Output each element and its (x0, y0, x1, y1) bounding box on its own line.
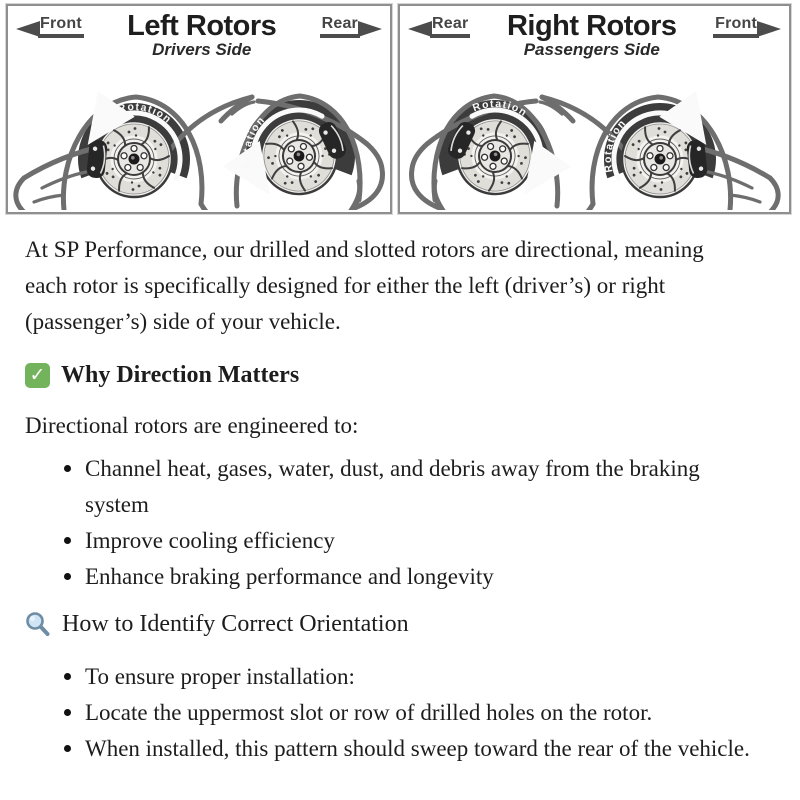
arrow-left-icon (16, 21, 40, 37)
front-direction-label (713, 15, 781, 38)
rear-direction-label (320, 15, 382, 38)
panel-subtitle: Drivers Side (152, 40, 252, 59)
arrow-tail-bar (38, 34, 84, 38)
car-illustration-left (6, 48, 392, 210)
rotation-label-front-wheel: Rotation (601, 116, 629, 174)
how-to-identify-heading (25, 606, 760, 642)
left-rotors-panel (6, 4, 392, 214)
list-item: Improve cooling efficiency (62, 523, 760, 559)
rotation-label-rear-wheel: Rotation (470, 97, 530, 120)
why-bullet-list (25, 451, 760, 595)
arrow-tail-bar (430, 34, 470, 38)
panel-title: Left Rotors (127, 10, 277, 42)
intro-paragraph: At SP Performance, our drilled and slotted rotors are directional, meaning each rotor is specifically designed for either the left (driver’s) or right (passenger’s) side of your vehicle. (25, 237, 704, 334)
car-illustration-right (402, 48, 788, 210)
front-label: Front (40, 15, 82, 32)
heading-text: Why Direction Matters (61, 362, 300, 388)
rotation-label-front-wheel: Rotation (116, 100, 175, 127)
right-rotors-panel (398, 4, 791, 214)
rotation-label-rear-wheel: Rotation (241, 113, 268, 171)
rear-label: Rear (432, 15, 469, 32)
list-item: When installed, this pattern should sweep toward the rear of the vehicle. (62, 731, 760, 767)
why-lead-text: Directional rotors are engineered to: (25, 413, 359, 438)
front-label: Front (715, 15, 757, 32)
list-item: Enhance braking performance and longevity (62, 559, 760, 595)
arrow-tail-bar (713, 34, 759, 38)
rotor-direction-diagram (0, 0, 800, 220)
panel-title: Right Rotors (506, 10, 677, 42)
list-item: Locate the uppermost slot or row of drilled holes on the rotor. (62, 695, 760, 731)
list-item: Channel heat, gases, water, dust, and debris away from the braking system (62, 451, 760, 523)
magnifying-glass-icon (25, 611, 51, 637)
arrow-tail-bar (320, 34, 360, 38)
front-direction-label (16, 15, 84, 38)
panel-subtitle: Passengers Side (523, 40, 660, 59)
article-body (0, 220, 800, 767)
arrow-right-icon (757, 21, 781, 37)
arrow-right-icon (358, 21, 382, 37)
arrow-left-icon (408, 21, 432, 37)
rear-direction-label (408, 15, 470, 38)
how-bullet-list (25, 659, 760, 767)
why-direction-matters-heading (25, 357, 760, 393)
car-body-mirrored (411, 96, 778, 210)
rear-label: Rear (321, 15, 358, 32)
list-item: To ensure proper installation: (62, 659, 760, 695)
heading-text: How to Identify Correct Orientation (62, 611, 409, 637)
car-body (16, 96, 383, 210)
check-mark-icon: ✓ (25, 363, 50, 388)
